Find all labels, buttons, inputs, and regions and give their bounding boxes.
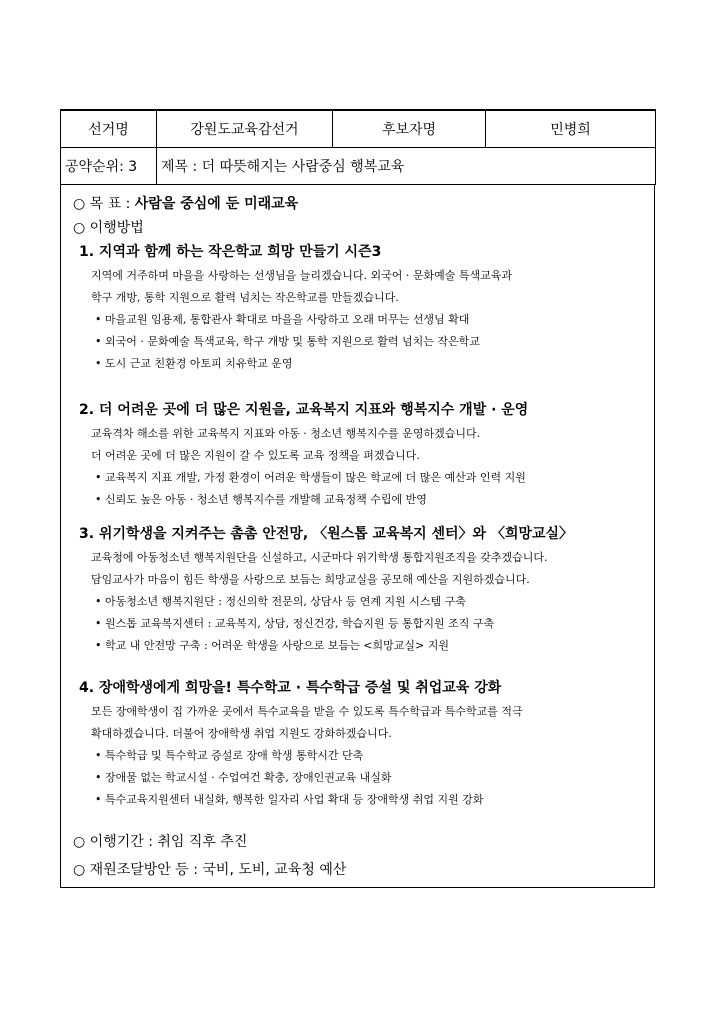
section-4-bullet-1: • 특수학급 및 특수학교 증설로 장애 학생 통학시간 단축	[95, 749, 364, 762]
section-2-para-1: 교육격차 해소를 위한 교육복지 지표와 아동 · 청소년 행복지수를 운영하겠습니다.	[91, 427, 481, 440]
section-4-bullet-3: • 특수교육지원센터 내실화, 행복한 일자리 사업 확대 등 장애학생 취업 지원 강화	[95, 793, 484, 806]
pledge-rank: 공약순위: 3	[61, 148, 157, 185]
pledge-sheet	[60, 109, 655, 888]
section-1-bullet-2: • 외국어 · 문화예술 특색교육, 학구 개방 및 통학 지원으로 활력 넘치는 작은학교	[95, 335, 480, 348]
period-line: ○ 이행기간 : 취임 직후 추진	[73, 834, 248, 850]
section-3-heading: 3. 위기학생을 지켜주는 촘촘 안전망, 〈원스톱 교육복지 센터〉와 〈희망교실〉	[79, 526, 574, 542]
section-1-para-2: 학구 개방, 통학 지원으로 활력 넘치는 작은학교를 만들겠습니다.	[91, 291, 399, 304]
section-1-bullet-3: • 도시 근교 친환경 아토피 치유학교 운영	[95, 357, 293, 370]
section-4-para-2: 확대하겠습니다. 더불어 장애학생 취업 지원도 강화하겠습니다.	[91, 727, 392, 740]
label-election: 선거명	[61, 110, 157, 148]
pledge-title: 제목 : 더 따뜻해지는 사람중심 행복교육	[157, 148, 656, 185]
section-2-para-2: 더 어려운 곳에 더 많은 지원이 갈 수 있도록 교육 정책을 펴겠습니다.	[91, 449, 420, 462]
pledge-body	[60, 185, 655, 888]
label-candidate: 후보자명	[333, 110, 486, 148]
section-3-bullet-2: • 원스톱 교육복지센터 : 교육복지, 상담, 정신건강, 학습지원 등 통합지원 조직 구축	[95, 617, 495, 630]
section-1-bullet-1: • 마을교원 임용제, 통합관사 확대로 마을을 사랑하고 오래 머무는 선생님 확대	[95, 313, 470, 326]
section-3-bullet-3: • 학교 내 안전망 구축 : 어려운 학생을 사랑으로 보듬는 <희망교실> 지원	[95, 639, 449, 652]
section-2-bullet-1: • 교육복지 지표 개발, 가정 환경이 어려운 학생들이 많은 학교에 더 많은 예산과 인력 지원	[95, 471, 526, 484]
header-table	[60, 109, 656, 185]
goal-line	[73, 193, 298, 213]
funding-line: ○ 재원조달방안 등 : 국비, 도비, 교육청 예산	[73, 862, 347, 878]
election-name: 강원도교육감선거	[157, 110, 333, 148]
section-3-bullet-1: • 아동청소년 행복지원단 : 정신의학 전문의, 상담사 등 연계 지원 시스템 구축	[95, 595, 466, 608]
candidate-name: 민병희	[486, 110, 656, 148]
section-3-para-2: 담임교사가 마음이 힘든 학생을 사랑으로 보듬는 희망교실을 공모해 예산을 지원하겠습니다.	[91, 573, 530, 586]
section-4-bullet-2: • 장애물 없는 학교시설 · 수업여건 확충, 장애인권교육 내실화	[95, 771, 392, 784]
section-1-heading: 1. 지역과 함께 하는 작은학교 희망 만들기 시즌3	[79, 244, 382, 260]
goal-text: 사람을 중심에 둔 미래교육	[134, 196, 299, 212]
section-3-para-1: 교육청에 아동청소년 행복지원단을 신설하고, 시군마다 위기학생 통합지원조직을 갖추겠습니다.	[91, 551, 548, 564]
section-2-bullet-2: • 신뢰도 높은 아동 · 청소년 행복지수를 개발해 교육정책 수립에 반영	[95, 493, 427, 506]
section-4-heading: 4. 장애학생에게 희망을! 특수학교 · 특수학급 증설 및 취업교육 강화	[79, 680, 502, 696]
method-heading: ○ 이행방법	[73, 220, 144, 236]
goal-prefix: ○ 목 표 :	[73, 196, 135, 212]
section-4-para-1: 모든 장애학생이 집 가까운 곳에서 특수교육을 받을 수 있도록 특수학급과 특수학교를 적극	[91, 705, 523, 718]
section-2-heading: 2. 더 어려운 곳에 더 많은 지원을, 교육복지 지표와 행복지수 개발 · 운영	[79, 402, 529, 418]
section-1-para-1: 지역에 거주하며 마을을 사랑하는 선생님을 늘리겠습니다. 외국어 · 문화예술 특색교육과	[91, 269, 512, 282]
